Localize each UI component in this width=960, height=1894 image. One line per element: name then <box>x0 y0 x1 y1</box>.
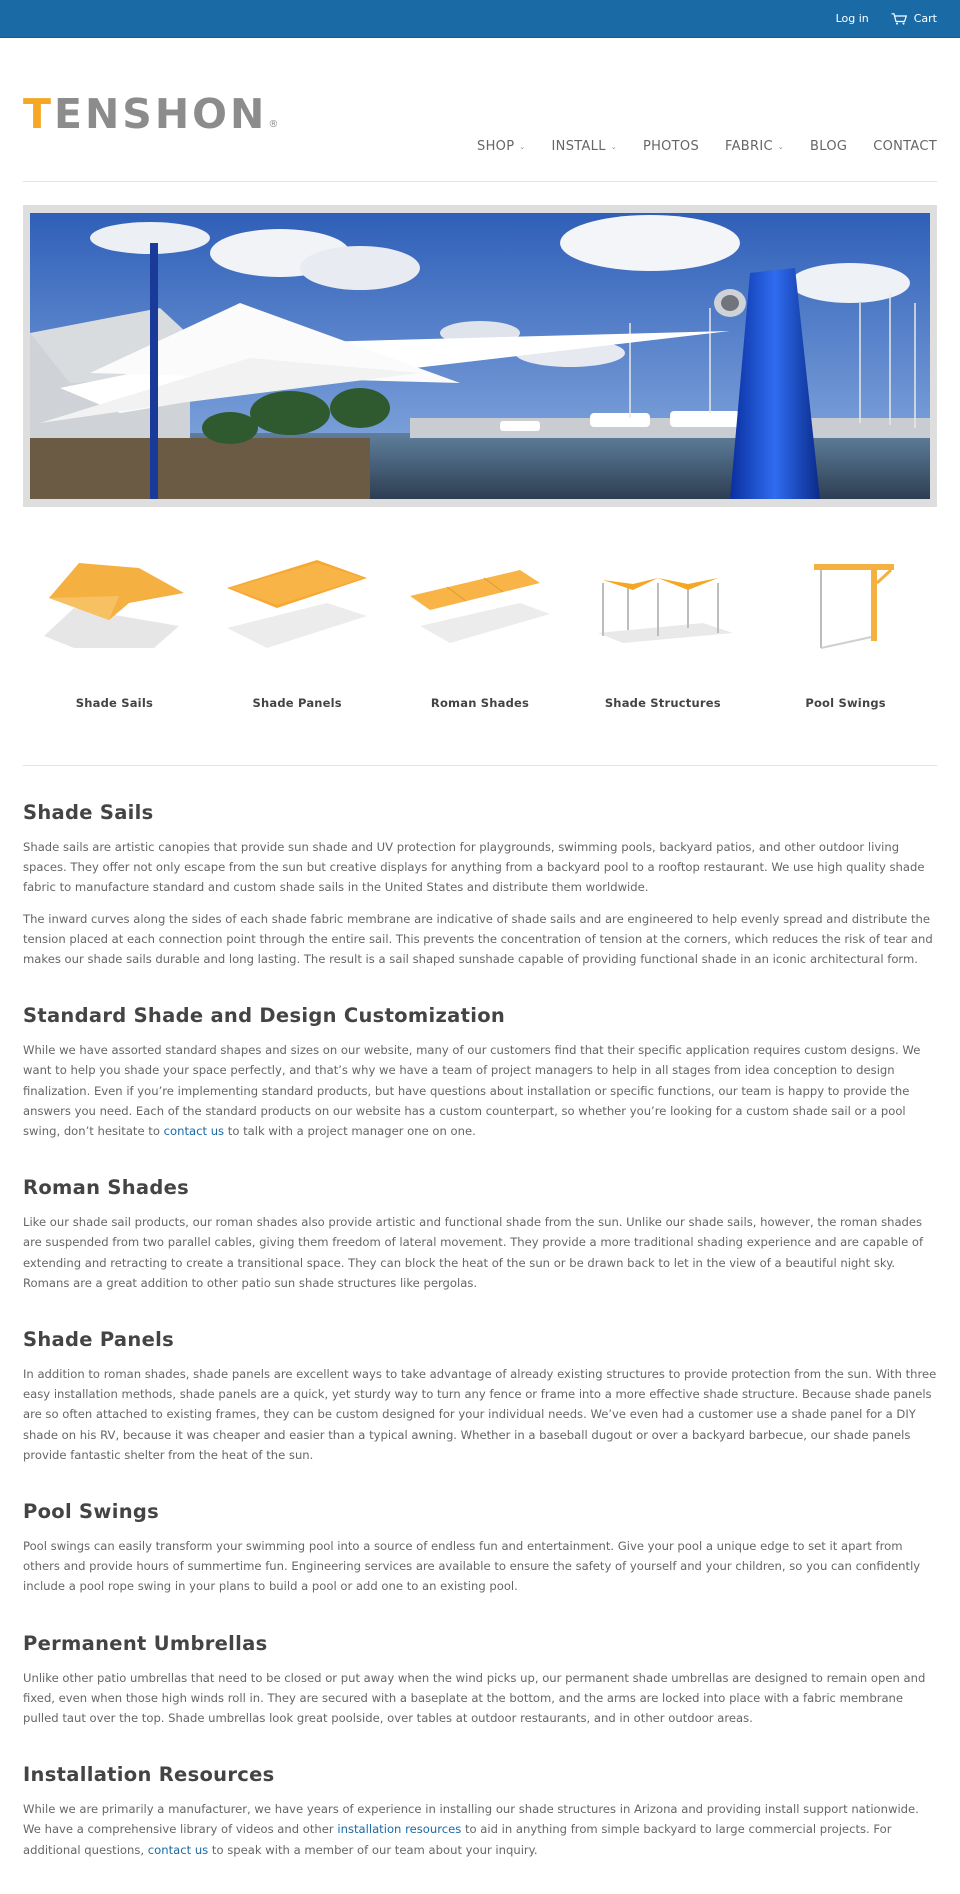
nav-photos-label: PHOTOS <box>642 139 700 154</box>
logo-registered-mark: ® <box>268 119 279 130</box>
section-divider <box>23 765 937 766</box>
nav-fabric[interactable] <box>725 139 784 154</box>
hero-banner <box>23 205 937 507</box>
product-roman-shades[interactable] <box>389 548 572 710</box>
paragraph-text: While we are primarily a manufacturer, we have years of experience in installing our shade structures in Arizona and providing install support nationwide. We have a comprehensive library of videos and other <box>23 1802 919 1837</box>
login-link[interactable]: Log in <box>835 12 869 25</box>
section-heading: Installation Resources <box>23 1763 275 1787</box>
nav-install-label: INSTALL <box>551 139 606 154</box>
nav-contact-label: CONTACT <box>873 139 937 154</box>
product-label: Roman Shades <box>430 696 530 710</box>
nav-shop[interactable] <box>477 139 525 154</box>
contact-us-link[interactable]: contact us <box>163 1124 225 1139</box>
paragraph-text: to talk with a project manager one on one. <box>224 1124 476 1139</box>
section-shade-panels <box>23 1327 937 1465</box>
section-paragraph: Like our shade sail products, our roman shades also provide artistic and functional shade from the sun. Unlike our shade sails, however, the roman shades are suspended from two parallel cables, giving them freedom of lateral movement. They provide a more traditional shading experience and are capable of extending and retracting to create a transitional space. They can block the heat of the sun or be drawn back to let in the view of a beautiful night sky. Romans are a great addition to other patio sun shade structures like pergolas. <box>23 1215 924 1290</box>
section-paragraph <box>23 1040 937 1141</box>
nav-install[interactable] <box>552 139 617 154</box>
product-shade-sails[interactable] <box>23 548 206 710</box>
section-paragraph: Pool swings can easily transform your swimming pool into a source of endless fun and entertainment. Give your pool a unique edge to set it apart from others and provide hours of summertime fun. Engineering services are available to ensure the safety of yourself and your children, so you can confidently include a pool rope swing in your plans to build a pool or add one to an existing pool. <box>23 1539 921 1594</box>
section-paragraph: In addition to roman shades, shade panels are excellent ways to take advantage of already existing structures to provide protection from the sun. With three easy installation methods, shade panels are a quick, yet sturdy way to turn any fence or frame into a more effective shade structure. Because shade panels are so often attached to existing frames, they can be custom designed for your individual needs. We’ve even had a customer use a shade panel for a DIY shade on his RV, because it was cheaper and easier than a typical awning. Whether in a baseball dugout or over a backyard barbecue, our shade panels provide fantastic shelter from the heat of the sun. <box>23 1367 937 1462</box>
paragraph-text: to aid in anything from simple backyard to large commercial projects. For additional questions, <box>23 1822 892 1857</box>
shade-structure-icon <box>583 548 743 658</box>
nav-photos[interactable] <box>643 139 699 154</box>
section-paragraph: The inward curves along the sides of each shade fabric membrane are indicative of shade sails and are engineered to help evenly spread and distribute the tension placed at each connection point through the entire sail. This prevents the concentration of tension at the corners, which reduces the risk of tear and makes our shade sails durable and long lasting. The result is a sail shaped sunshade capable of providing functional shade in an iconic architectural form. <box>23 911 933 967</box>
nav-blog-label: BLOG <box>810 139 848 154</box>
section-heading: Shade Sails <box>23 801 154 824</box>
section-roman-shades <box>23 1175 937 1293</box>
pool-swing-icon <box>766 548 926 658</box>
main-content <box>23 800 937 1894</box>
tenshon-logo[interactable] <box>23 90 279 138</box>
logo-letter-t: T <box>23 90 54 138</box>
contact-us-link[interactable]: contact us <box>147 1842 209 1857</box>
section-heading: Roman Shades <box>23 1176 190 1200</box>
product-shade-panels[interactable] <box>206 548 389 710</box>
section-heading: Standard Shade and Design Customization <box>23 1004 506 1028</box>
section-paragraph: Shade sails are artistic canopies that provide sun shade and UV protection for playgrounds, swimming pools, backyard patios, and other outdoor living spaces. They offer not only escape from the sun but creative displays for anything from a backyard pool to a rooftop restaurant. We use high quality shade fabric to manufacture standard and custom shade sails in the United States and distribute them worldwide. <box>23 840 925 895</box>
chevron-down-icon: ⌄ <box>519 142 526 151</box>
top-bar <box>0 0 960 38</box>
main-nav <box>451 139 937 154</box>
section-paragraph <box>23 1799 937 1860</box>
product-category-grid <box>23 548 937 710</box>
product-label: Shade Structures <box>604 696 721 710</box>
nav-blog[interactable] <box>810 139 847 154</box>
section-shade-sails <box>23 800 937 969</box>
cart-link[interactable] <box>891 12 937 25</box>
product-label: Shade Sails <box>75 696 154 710</box>
product-label: Pool Swings <box>805 696 886 710</box>
product-shade-structures[interactable] <box>571 548 754 710</box>
nav-fabric-label: FABRIC <box>725 139 773 154</box>
shade-panel-icon <box>217 548 377 658</box>
section-heading: Permanent Umbrellas <box>23 1631 268 1655</box>
cart-label: Cart <box>913 12 937 25</box>
chevron-down-icon: ⌄ <box>777 142 785 151</box>
section-heading: Shade Panels <box>23 1328 174 1352</box>
logo-wordmark: ENSHON <box>53 90 268 138</box>
nav-contact[interactable] <box>873 139 937 154</box>
installation-resources-link[interactable]: installation resources <box>337 1822 462 1837</box>
section-standard-shade <box>23 1003 937 1141</box>
section-paragraph: Unlike other patio umbrellas that need to be closed or put away when the wind picks up, our permanent shade umbrellas are designed to remain open and fixed, even when those high winds roll in. They are secured with a baseplate at the bottom, and the arms are locked into place with a fabric membrane pulled taut over the top. Shade umbrellas look great poolside, over tables at outdoor restaurants, and in other outdoor areas. <box>23 1670 926 1726</box>
site-header <box>23 38 937 182</box>
section-heading: Pool Swings <box>23 1500 160 1524</box>
roman-shade-icon <box>400 548 560 658</box>
cart-icon <box>891 13 907 25</box>
product-pool-swings[interactable] <box>754 548 937 710</box>
section-permanent-umbrellas <box>23 1631 937 1729</box>
shade-sail-icon <box>34 548 194 658</box>
paragraph-text: While we have assorted standard shapes and sizes on our website, many of our customers find that their specific application requires custom designs. We want to help you shade your space perfectly, and that’s why we have a team of project managers to help in all stages from idea conception to design finalization. Even if you’re implementing standard products, but have questions about installation or specific functions, our team is happy to provide the answers you need. Each of the standard products on our website has a custom counterpart, so whether you’re looking for a custom shade sail or a pool swing, don’t hesitate to <box>23 1043 921 1139</box>
nav-shop-label: SHOP <box>477 139 515 154</box>
paragraph-text: to speak with a member of our team about your inquiry. <box>208 1842 538 1857</box>
section-pool-swings <box>23 1499 937 1597</box>
hero-marina-image <box>30 213 930 499</box>
product-label: Shade Panels <box>252 696 342 710</box>
section-installation-resources <box>23 1762 937 1860</box>
chevron-down-icon: ⌄ <box>610 142 617 151</box>
